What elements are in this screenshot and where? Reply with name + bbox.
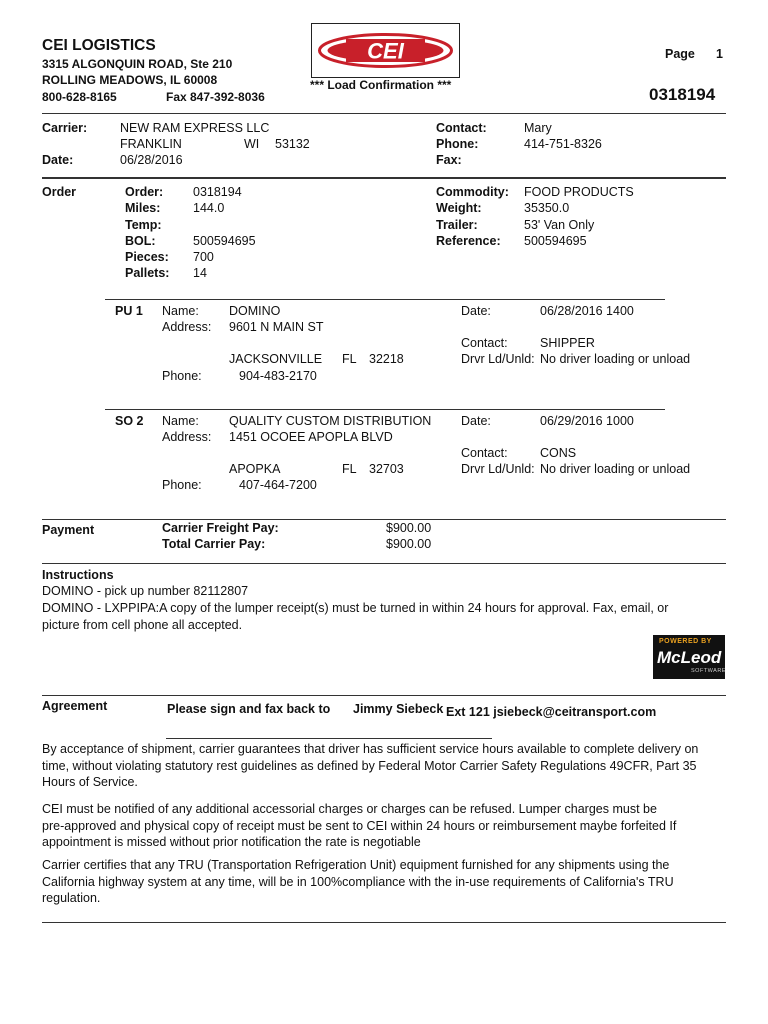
divider: [105, 299, 665, 300]
stop-contact-label: Contact:: [461, 446, 508, 460]
miles-value: 144.0: [193, 201, 225, 215]
stop-driver-label: Drvr Ld/Unld:: [461, 462, 535, 476]
mcleod-logo: [653, 635, 725, 679]
divider: [105, 409, 665, 410]
stop-contact: CONS: [540, 446, 577, 460]
stop-city: JACKSONVILLE: [229, 352, 323, 366]
sign-instruction: Please sign and fax back to: [167, 702, 331, 716]
order-section-label: Order: [42, 185, 77, 199]
stop-driver: No driver loading or unload: [540, 352, 691, 366]
stop-zip: 32703: [369, 462, 404, 476]
stop-phone-label: Phone:: [162, 369, 202, 383]
stop-address-label: Address:: [162, 320, 212, 334]
bol-label: BOL:: [125, 234, 156, 248]
bol-value: 500594695: [193, 234, 256, 248]
instructions-title: Instructions: [42, 568, 114, 582]
stop-driver: No driver loading or unload: [540, 462, 691, 476]
mcleod-brand: McLeod: [657, 648, 722, 667]
stop-name: DOMINO: [229, 304, 281, 318]
stop-name-label: Name:: [162, 304, 199, 318]
agreement-paragraph: CEI must be notified of any additional accessorial charges or charges can be refused. Lumper charges must be pre-approved and physical copy of receipt must be sent to CEI within 24 hours or reimbursement maybe forfeited If appointment is missed without prior notification the rate is negotiable: [42, 802, 677, 849]
company-address-2: ROLLING MEADOWS, IL 60008: [42, 73, 218, 87]
stop-code: PU 1: [115, 304, 143, 318]
date-label: Date:: [42, 153, 74, 167]
divider: [42, 563, 726, 564]
trailer-value: 53' Van Only: [524, 218, 595, 232]
instruction-line: DOMINO - LXPPIPA:A copy of the lumper receipt(s) must be turned in within 24 hours for approval. Fax, email, or picture from cell phone all accepted.: [42, 601, 669, 632]
company-phone: 800-628-8165: [42, 90, 117, 104]
divider: [42, 922, 726, 923]
reference-value: 500594695: [524, 234, 587, 248]
cei-logo-graphic: [312, 24, 459, 77]
divider: [42, 695, 726, 696]
contact-label: Contact:: [436, 121, 487, 135]
stop-phone-label: Phone:: [162, 478, 202, 492]
divider: [42, 177, 726, 179]
carrier-zip: 53132: [275, 137, 310, 151]
order-number: 0318194: [193, 185, 242, 199]
load-number: 0318194: [649, 85, 716, 104]
stop-phone: 904-483-2170: [239, 369, 317, 383]
phone-label: Phone:: [436, 137, 479, 151]
commodity-label: Commodity:: [436, 185, 509, 199]
carrier-date: 06/28/2016: [120, 153, 183, 167]
stop-phone: 407-464-7200: [239, 478, 317, 492]
pieces-label: Pieces:: [125, 250, 169, 264]
carrier-state: WI: [244, 137, 260, 151]
weight-label: Weight:: [436, 201, 482, 215]
stop-name-label: Name:: [162, 414, 199, 428]
mcleod-powered-by: POWERED BY: [659, 638, 712, 645]
sign-contact-name: Jimmy Siebeck: [353, 702, 444, 716]
stop-address: 1451 OCOEE APOPLA BLVD: [229, 430, 393, 444]
document-subtitle: *** Load Confirmation ***: [310, 78, 452, 92]
freight-pay-value: $900.00: [386, 521, 432, 535]
stop-date-label: Date:: [461, 414, 491, 428]
logo-text: CEI: [367, 38, 404, 64]
stop-zip: 32218: [369, 352, 404, 366]
freight-pay-label: Carrier Freight Pay:: [162, 521, 279, 535]
stop-state: FL: [342, 352, 357, 366]
divider: [42, 113, 726, 114]
trailer-label: Trailer:: [436, 218, 478, 232]
stop-name: QUALITY CUSTOM DISTRIBUTION: [229, 414, 432, 428]
stop-date-label: Date:: [461, 304, 491, 318]
page-label: Page: [665, 47, 695, 61]
order-label: Order:: [125, 185, 164, 199]
payment-section-label: Payment: [42, 523, 95, 537]
pallets-value: 14: [193, 266, 207, 280]
pallets-label: Pallets:: [125, 266, 170, 280]
company-address-1: 3315 ALGONQUIN ROAD, Ste 210: [42, 57, 233, 71]
agreement-section-label: Agreement: [42, 699, 108, 713]
stop-date: 06/29/2016 1000: [540, 414, 634, 428]
stop-code: SO 2: [115, 414, 144, 428]
stop-address: 9601 N MAIN ST: [229, 320, 324, 334]
stop-contact-label: Contact:: [461, 336, 508, 350]
sign-contact-ext: Ext 121 jsiebeck@ceitransport.com: [446, 705, 657, 719]
pieces-value: 700: [193, 250, 214, 264]
mcleod-tag: SOFTWARE: [691, 668, 726, 674]
stop-state: FL: [342, 462, 357, 476]
page-number: 1: [716, 47, 723, 61]
agreement-paragraph: By acceptance of shipment, carrier guarantees that driver has sufficient service hours available to complete delivery on time, without violating statutory rest guidelines as defined by Federal Motor Carrier Safety Regulations 49CFR, Part 35 Hours of Service.: [42, 742, 699, 789]
carrier-city: FRANKLIN: [120, 137, 182, 151]
stop-driver-label: Drvr Ld/Unld:: [461, 352, 535, 366]
reference-label: Reference:: [436, 234, 501, 248]
fax-label: Fax:: [436, 153, 462, 167]
temp-label: Temp:: [125, 218, 162, 232]
divider: [42, 519, 726, 520]
stop-contact: SHIPPER: [540, 336, 595, 350]
total-pay-label: Total Carrier Pay:: [162, 537, 266, 551]
commodity-value: FOOD PRODUCTS: [524, 185, 634, 199]
carrier-phone: 414-751-8326: [524, 137, 602, 151]
cei-logo: [311, 23, 460, 78]
instruction-line: DOMINO - pick up number 82112807: [42, 584, 249, 598]
total-pay-value: $900.00: [386, 537, 432, 551]
signature-line[interactable]: [166, 738, 492, 739]
carrier-name: NEW RAM EXPRESS LLC: [120, 121, 270, 135]
weight-value: 35350.0: [524, 201, 570, 215]
carrier-contact: Mary: [524, 121, 552, 135]
company-fax: Fax 847-392-8036: [166, 90, 265, 104]
carrier-label: Carrier:: [42, 121, 88, 135]
stop-city: APOPKA: [229, 462, 281, 476]
miles-label: Miles:: [125, 201, 161, 215]
stop-date: 06/28/2016 1400: [540, 304, 634, 318]
agreement-paragraph: Carrier certifies that any TRU (Transportation Refrigeration Unit) equipment furnished for any shipments using the California highway system at any time, will be in 100%compliance with the in-use requirements of California's TRU regulation.: [42, 858, 674, 905]
stop-address-label: Address:: [162, 430, 212, 444]
company-name: CEI LOGISTICS: [42, 37, 156, 54]
